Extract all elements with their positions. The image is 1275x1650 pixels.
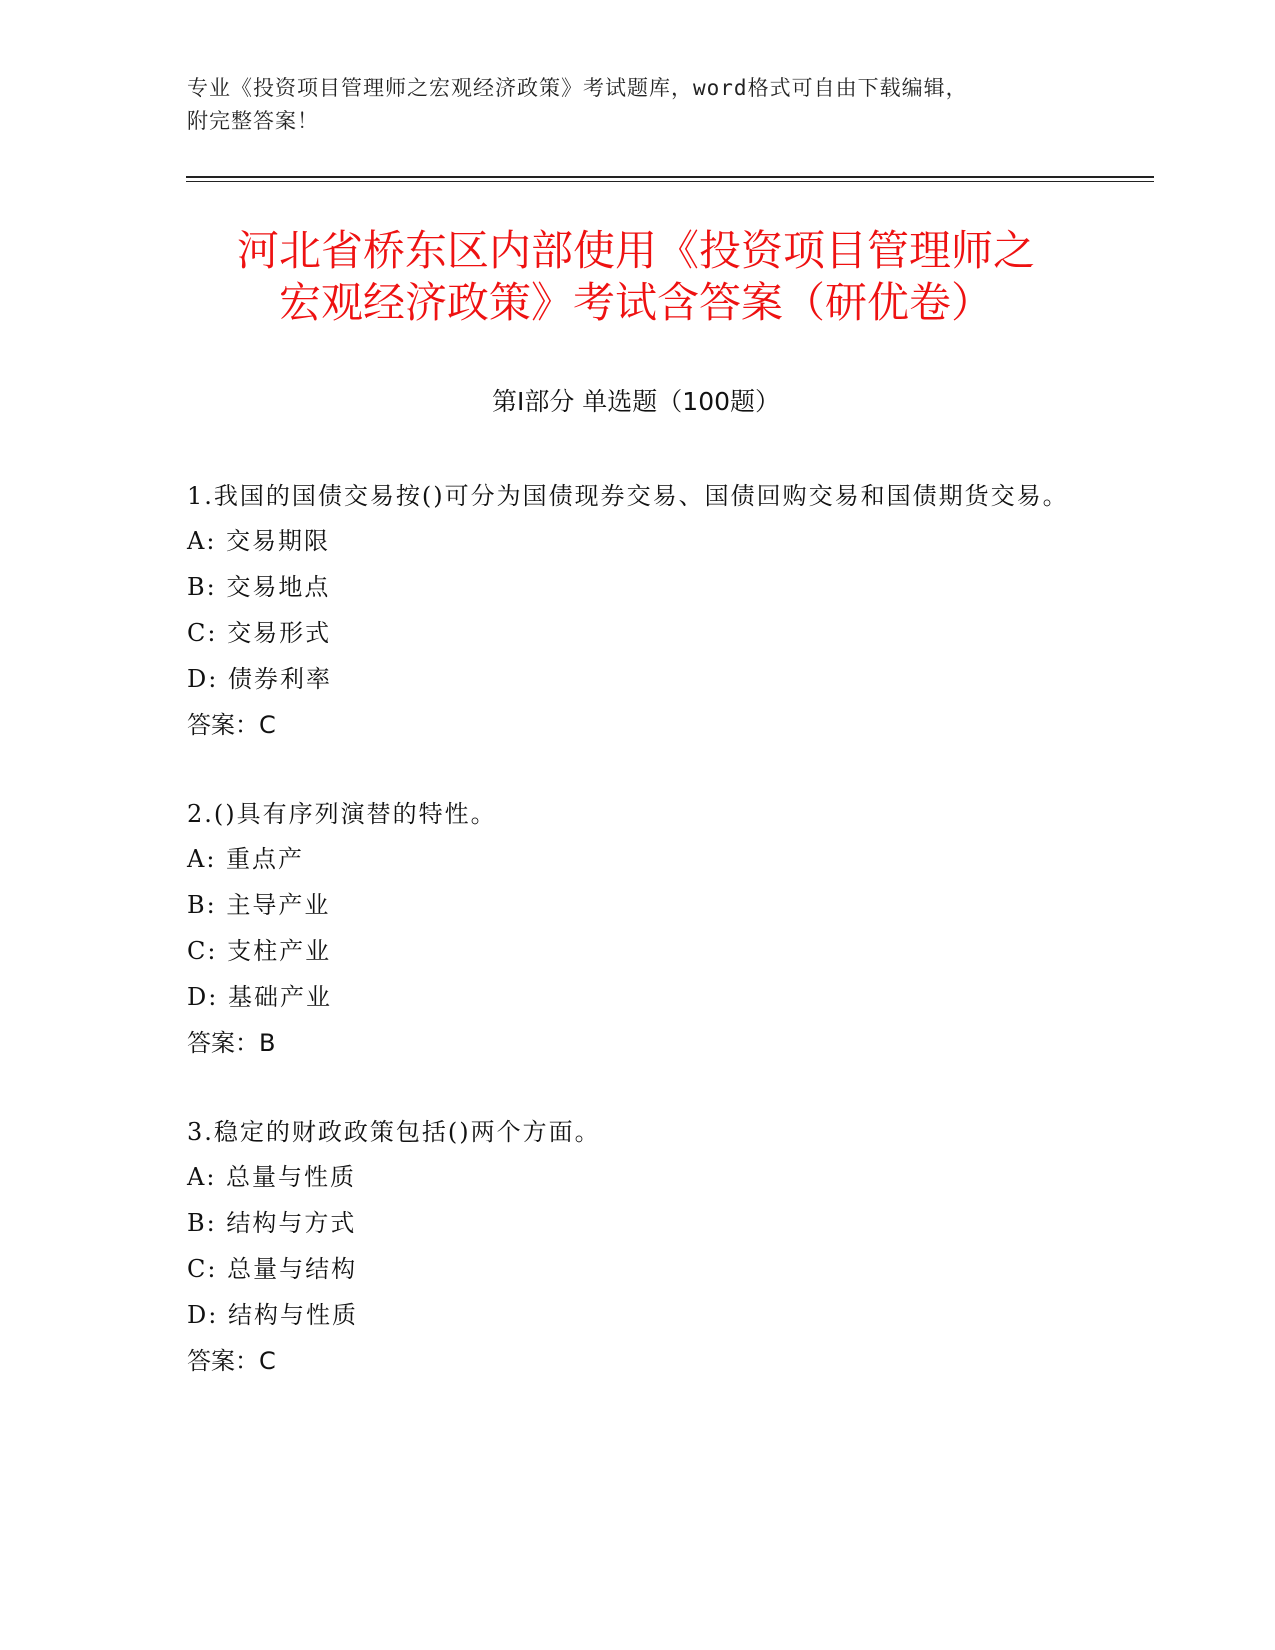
answer: 答案：C: [187, 1347, 276, 1375]
header-note-line2: 附完整答案！: [187, 109, 319, 133]
option-b: B: 交易地点: [187, 573, 331, 601]
section-title: 第Ⅰ部分 单选题（100题）: [491, 387, 781, 416]
option-d: D: 结构与性质: [187, 1301, 358, 1329]
option-d: D: 基础产业: [187, 983, 332, 1011]
question-1: [187, 474, 1087, 748]
option-c: C: 总量与结构: [187, 1255, 358, 1283]
question-stem: 3.稳定的财政政策包括()两个方面。: [187, 1118, 601, 1146]
question-3: [187, 1110, 1087, 1384]
header-divider-thick: [186, 176, 1154, 178]
question-stem: 2.()具有序列演替的特性。: [187, 800, 497, 828]
header-divider-thin: [186, 181, 1154, 182]
option-b: B: 结构与方式: [187, 1209, 357, 1237]
answer: 答案：B: [187, 1029, 276, 1057]
option-c: C: 交易形式: [187, 619, 332, 647]
header-note: [187, 72, 1067, 138]
document-title-line1: 河北省桥东区内部使用《投资项目管理师之: [236, 226, 1035, 275]
option-a: A: 总量与性质: [187, 1163, 357, 1191]
document-title: [186, 225, 1086, 329]
document-title-line2: 宏观经济政策》考试含答案（研优卷）: [278, 278, 993, 327]
option-d: D: 债券利率: [187, 665, 332, 693]
option-a: A: 重点产: [187, 845, 305, 873]
option-b: B: 主导产业: [187, 891, 331, 919]
option-a: A: 交易期限: [187, 527, 331, 555]
option-c: C: 支柱产业: [187, 937, 332, 965]
answer: 答案：C: [187, 711, 276, 739]
header-note-line1: 专业《投资项目管理师之宏观经济政策》考试题库，word格式可自由下载编辑，: [187, 76, 968, 100]
question-stem: 1.我国的国债交易按()可分为国债现券交易、国债回购交易和国债期货交易。: [187, 482, 1069, 510]
question-list: [187, 474, 1087, 1428]
question-2: [187, 792, 1087, 1066]
